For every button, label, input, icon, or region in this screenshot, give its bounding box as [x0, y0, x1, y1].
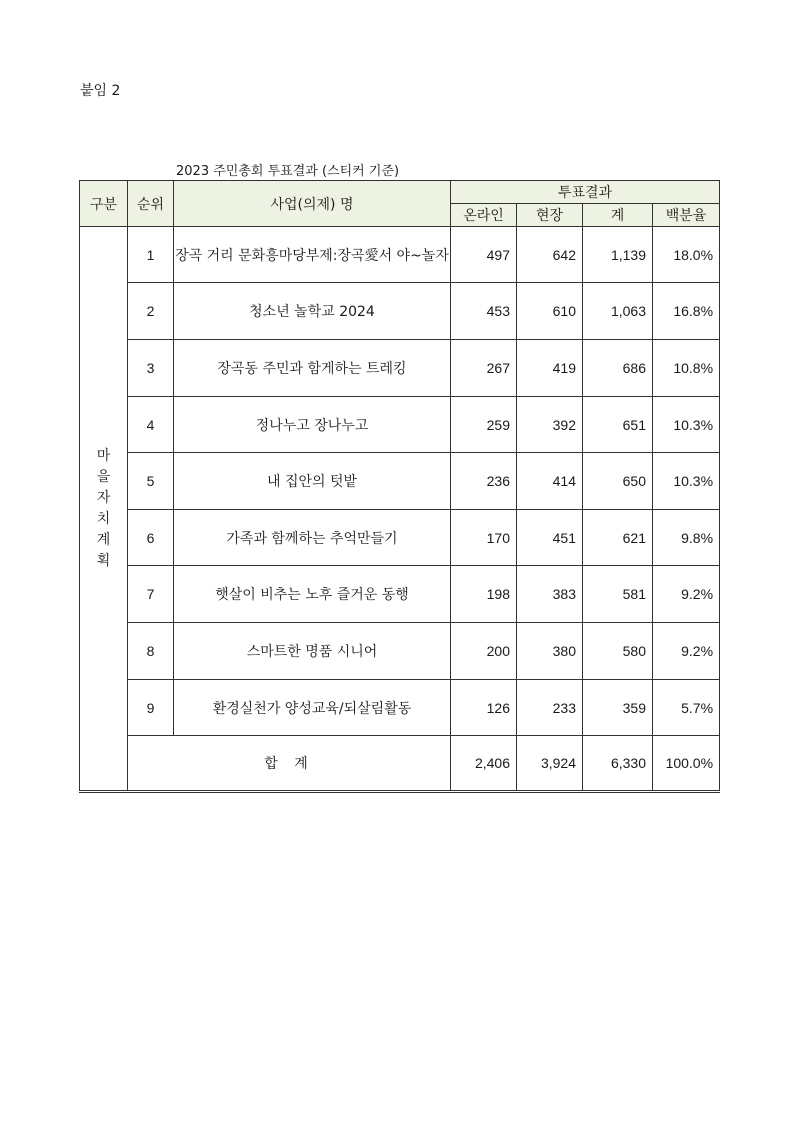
rank-cell: 2	[128, 283, 174, 340]
onsite-cell: 380	[517, 623, 583, 680]
rank-cell: 4	[128, 397, 174, 453]
table-row	[80, 227, 720, 283]
percent-cell: 18.0%	[653, 227, 720, 283]
onsite-cell: 383	[517, 566, 583, 623]
table-title: 2023 주민총회 투표결과 (스티커 기준)	[176, 164, 400, 179]
online-cell: 453	[451, 283, 517, 340]
project-cell: 가족과 함께하는 추억만들기	[174, 510, 451, 566]
project-cell: 장곡 거리 문화흥마당부제:장곡愛서 야~놀자	[174, 227, 451, 283]
onsite-cell: 233	[517, 680, 583, 736]
rank-cell: 5	[128, 453, 174, 510]
online-cell: 198	[451, 566, 517, 623]
header-total: 계	[583, 204, 653, 227]
group-label: 마 을 자 치 계 획	[80, 227, 128, 792]
vote-results-table	[79, 180, 720, 793]
summary-total: 6,330	[583, 736, 653, 792]
summary-row	[80, 736, 720, 792]
percent-cell: 9.2%	[653, 566, 720, 623]
header-rank: 순위	[128, 181, 174, 227]
rank-cell: 3	[128, 340, 174, 397]
percent-cell: 10.3%	[653, 397, 720, 453]
total-cell: 1,063	[583, 283, 653, 340]
total-cell: 686	[583, 340, 653, 397]
header-onsite: 현장	[517, 204, 583, 227]
online-cell: 126	[451, 680, 517, 736]
summary-onsite: 3,924	[517, 736, 583, 792]
table-row	[80, 680, 720, 736]
summary-label: 합 계	[128, 736, 451, 792]
project-cell: 환경실천가 양성교육/되살림활동	[174, 680, 451, 736]
total-cell: 1,139	[583, 227, 653, 283]
total-cell: 359	[583, 680, 653, 736]
header-online: 온라인	[451, 204, 517, 227]
table-row	[80, 340, 720, 397]
table-row	[80, 623, 720, 680]
project-cell: 햇살이 비추는 노후 즐거운 동행	[174, 566, 451, 623]
percent-cell: 5.7%	[653, 680, 720, 736]
online-cell: 236	[451, 453, 517, 510]
onsite-cell: 419	[517, 340, 583, 397]
percent-cell: 9.8%	[653, 510, 720, 566]
total-cell: 581	[583, 566, 653, 623]
summary-online: 2,406	[451, 736, 517, 792]
rank-cell: 8	[128, 623, 174, 680]
table-row	[80, 397, 720, 453]
table-row	[80, 453, 720, 510]
header-results: 투표결과	[451, 181, 720, 204]
project-cell: 내 집안의 텃밭	[174, 453, 451, 510]
onsite-cell: 392	[517, 397, 583, 453]
project-cell: 정나누고 장나누고	[174, 397, 451, 453]
online-cell: 259	[451, 397, 517, 453]
header-project: 사업(의제) 명	[174, 181, 451, 227]
project-cell: 스마트한 명품 시니어	[174, 623, 451, 680]
percent-cell: 10.8%	[653, 340, 720, 397]
rank-cell: 9	[128, 680, 174, 736]
table-row	[80, 566, 720, 623]
project-cell: 청소년 놀학교 2024	[174, 283, 451, 340]
rank-cell: 6	[128, 510, 174, 566]
online-cell: 170	[451, 510, 517, 566]
onsite-cell: 610	[517, 283, 583, 340]
percent-cell: 9.2%	[653, 623, 720, 680]
rank-cell: 1	[128, 227, 174, 283]
percent-cell: 16.8%	[653, 283, 720, 340]
online-cell: 497	[451, 227, 517, 283]
table-row	[80, 283, 720, 340]
total-cell: 651	[583, 397, 653, 453]
project-cell: 장곡동 주민과 함게하는 트레킹	[174, 340, 451, 397]
table-row	[80, 510, 720, 566]
total-cell: 621	[583, 510, 653, 566]
onsite-cell: 642	[517, 227, 583, 283]
attachment-label: 붙임 2	[80, 83, 121, 99]
rank-cell: 7	[128, 566, 174, 623]
online-cell: 200	[451, 623, 517, 680]
online-cell: 267	[451, 340, 517, 397]
header-percent: 백분율	[653, 204, 720, 227]
summary-percent: 100.0%	[653, 736, 720, 792]
onsite-cell: 451	[517, 510, 583, 566]
total-cell: 650	[583, 453, 653, 510]
onsite-cell: 414	[517, 453, 583, 510]
percent-cell: 10.3%	[653, 453, 720, 510]
header-category: 구분	[80, 181, 128, 227]
total-cell: 580	[583, 623, 653, 680]
